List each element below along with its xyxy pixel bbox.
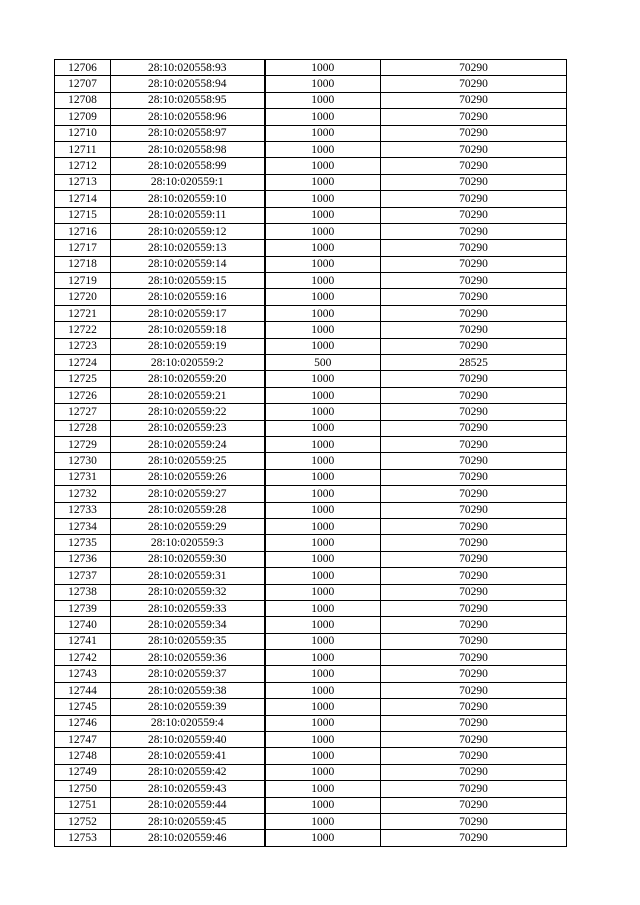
table-row: [55, 584, 567, 600]
value-cell: 70290: [381, 764, 567, 780]
area-cell: 1000: [265, 273, 381, 289]
value-cell: 70290: [381, 535, 567, 551]
row-number-cell: 12718: [55, 256, 111, 272]
value-cell: 70290: [381, 109, 567, 125]
row-number-cell: 12734: [55, 518, 111, 534]
table-row: [55, 813, 567, 829]
area-cell: 1000: [265, 699, 381, 715]
table-row: [55, 666, 567, 682]
value-cell: 70290: [381, 141, 567, 157]
row-number-cell: 12721: [55, 305, 111, 321]
row-number-cell: 12740: [55, 617, 111, 633]
row-number-cell: 12729: [55, 436, 111, 452]
cadastral-number-cell: 28:10:020559:4: [111, 715, 265, 731]
area-cell: 1000: [265, 436, 381, 452]
value-cell: 70290: [381, 289, 567, 305]
value-cell: 28525: [381, 355, 567, 371]
area-cell: 1000: [265, 174, 381, 190]
row-number-cell: 12730: [55, 453, 111, 469]
cadastral-number-cell: 28:10:020559:37: [111, 666, 265, 682]
table-row: [55, 797, 567, 813]
table-row: [55, 715, 567, 731]
value-cell: 70290: [381, 338, 567, 354]
area-cell: 1000: [265, 76, 381, 92]
cadastral-number-cell: 28:10:020559:10: [111, 191, 265, 207]
row-number-cell: 12737: [55, 568, 111, 584]
area-cell: 1000: [265, 568, 381, 584]
area-cell: 1000: [265, 502, 381, 518]
value-cell: 70290: [381, 305, 567, 321]
cadastral-number-cell: 28:10:020559:31: [111, 568, 265, 584]
cadastral-number-cell: 28:10:020559:32: [111, 584, 265, 600]
table-row: [55, 600, 567, 616]
value-cell: 70290: [381, 617, 567, 633]
area-cell: 1000: [265, 92, 381, 108]
value-cell: 70290: [381, 551, 567, 567]
area-cell: 1000: [265, 584, 381, 600]
area-cell: 1000: [265, 600, 381, 616]
row-number-cell: 12736: [55, 551, 111, 567]
table-row: [55, 273, 567, 289]
row-number-cell: 12724: [55, 355, 111, 371]
area-cell: 1000: [265, 322, 381, 338]
value-cell: 70290: [381, 273, 567, 289]
table-row: [55, 387, 567, 403]
value-cell: 70290: [381, 207, 567, 223]
area-cell: 1000: [265, 535, 381, 551]
table-row: [55, 781, 567, 797]
row-number-cell: 12753: [55, 830, 111, 846]
value-cell: 70290: [381, 125, 567, 141]
row-number-cell: 12717: [55, 240, 111, 256]
cadastral-number-cell: 28:10:020558:93: [111, 60, 265, 76]
area-cell: 1000: [265, 420, 381, 436]
row-number-cell: 12731: [55, 469, 111, 485]
row-number-cell: 12750: [55, 781, 111, 797]
row-number-cell: 12715: [55, 207, 111, 223]
cadastral-number-cell: 28:10:020559:44: [111, 797, 265, 813]
table-row: [55, 436, 567, 452]
value-cell: 70290: [381, 699, 567, 715]
table-row: [55, 650, 567, 666]
row-number-cell: 12713: [55, 174, 111, 190]
cadastral-number-cell: 28:10:020559:15: [111, 273, 265, 289]
value-cell: 70290: [381, 682, 567, 698]
cadastral-number-cell: 28:10:020559:40: [111, 732, 265, 748]
cadastral-number-cell: 28:10:020559:24: [111, 436, 265, 452]
value-cell: 70290: [381, 830, 567, 846]
cadastral-number-cell: 28:10:020558:99: [111, 158, 265, 174]
value-cell: 70290: [381, 650, 567, 666]
table-row: [55, 256, 567, 272]
row-number-cell: 12708: [55, 92, 111, 108]
row-number-cell: 12716: [55, 223, 111, 239]
cadastral-number-cell: 28:10:020559:29: [111, 518, 265, 534]
area-cell: 1000: [265, 732, 381, 748]
area-cell: 1000: [265, 256, 381, 272]
cadastral-number-cell: 28:10:020559:13: [111, 240, 265, 256]
table-row: [55, 60, 567, 76]
area-cell: 1000: [265, 715, 381, 731]
table-row: [55, 92, 567, 108]
row-number-cell: 12722: [55, 322, 111, 338]
row-number-cell: 12733: [55, 502, 111, 518]
row-number-cell: 12738: [55, 584, 111, 600]
table-row: [55, 174, 567, 190]
table-row: [55, 502, 567, 518]
cadastral-number-cell: 28:10:020559:34: [111, 617, 265, 633]
value-cell: 70290: [381, 502, 567, 518]
area-cell: 1000: [265, 486, 381, 502]
row-number-cell: 12739: [55, 600, 111, 616]
row-number-cell: 12742: [55, 650, 111, 666]
row-number-cell: 12714: [55, 191, 111, 207]
cadastral-number-cell: 28:10:020559:42: [111, 764, 265, 780]
table-row: [55, 535, 567, 551]
area-cell: 1000: [265, 682, 381, 698]
cadastral-number-cell: 28:10:020558:95: [111, 92, 265, 108]
area-cell: 1000: [265, 125, 381, 141]
row-number-cell: 12719: [55, 273, 111, 289]
row-number-cell: 12748: [55, 748, 111, 764]
row-number-cell: 12751: [55, 797, 111, 813]
cadastral-number-cell: 28:10:020559:21: [111, 387, 265, 403]
area-cell: 1000: [265, 109, 381, 125]
table-body: [55, 60, 567, 847]
value-cell: 70290: [381, 486, 567, 502]
value-cell: 70290: [381, 322, 567, 338]
area-cell: 1000: [265, 453, 381, 469]
value-cell: 70290: [381, 813, 567, 829]
cadastral-number-cell: 28:10:020558:94: [111, 76, 265, 92]
row-number-cell: 12746: [55, 715, 111, 731]
area-cell: 1000: [265, 633, 381, 649]
table-row: [55, 240, 567, 256]
row-number-cell: 12727: [55, 404, 111, 420]
cadastral-number-cell: 28:10:020559:46: [111, 830, 265, 846]
table-row: [55, 568, 567, 584]
table-row: [55, 338, 567, 354]
area-cell: 1000: [265, 813, 381, 829]
row-number-cell: 12741: [55, 633, 111, 649]
area-cell: 1000: [265, 141, 381, 157]
table-row: [55, 748, 567, 764]
value-cell: 70290: [381, 732, 567, 748]
cadastral-number-cell: 28:10:020559:19: [111, 338, 265, 354]
area-cell: 1000: [265, 240, 381, 256]
table-row: [55, 404, 567, 420]
value-cell: 70290: [381, 469, 567, 485]
cadastral-number-cell: 28:10:020559:25: [111, 453, 265, 469]
cadastral-number-cell: 28:10:020559:39: [111, 699, 265, 715]
cadastral-number-cell: 28:10:020559:14: [111, 256, 265, 272]
table-row: [55, 518, 567, 534]
cadastral-number-cell: 28:10:020558:98: [111, 141, 265, 157]
cadastral-number-cell: 28:10:020559:11: [111, 207, 265, 223]
area-cell: 1000: [265, 191, 381, 207]
area-cell: 1000: [265, 60, 381, 76]
area-cell: 1000: [265, 404, 381, 420]
row-number-cell: 12749: [55, 764, 111, 780]
table-row: [55, 125, 567, 141]
row-number-cell: 12709: [55, 109, 111, 125]
row-number-cell: 12726: [55, 387, 111, 403]
cadastral-number-cell: 28:10:020559:12: [111, 223, 265, 239]
area-cell: 1000: [265, 830, 381, 846]
area-cell: 1000: [265, 371, 381, 387]
row-number-cell: 12725: [55, 371, 111, 387]
table-row: [55, 420, 567, 436]
value-cell: 70290: [381, 76, 567, 92]
value-cell: 70290: [381, 453, 567, 469]
table-row: [55, 764, 567, 780]
area-cell: 1000: [265, 764, 381, 780]
value-cell: 70290: [381, 568, 567, 584]
cadastral-number-cell: 28:10:020559:17: [111, 305, 265, 321]
table-row: [55, 371, 567, 387]
row-number-cell: 12744: [55, 682, 111, 698]
row-number-cell: 12723: [55, 338, 111, 354]
row-number-cell: 12728: [55, 420, 111, 436]
row-number-cell: 12745: [55, 699, 111, 715]
area-cell: 1000: [265, 223, 381, 239]
cadastral-number-cell: 28:10:020559:20: [111, 371, 265, 387]
cadastral-number-cell: 28:10:020559:33: [111, 600, 265, 616]
value-cell: 70290: [381, 420, 567, 436]
table-row: [55, 305, 567, 321]
table-row: [55, 76, 567, 92]
table-row: [55, 682, 567, 698]
cadastral-number-cell: 28:10:020559:45: [111, 813, 265, 829]
row-number-cell: 12743: [55, 666, 111, 682]
area-cell: 1000: [265, 387, 381, 403]
table-row: [55, 223, 567, 239]
table-row: [55, 109, 567, 125]
value-cell: 70290: [381, 748, 567, 764]
area-cell: 1000: [265, 748, 381, 764]
value-cell: 70290: [381, 256, 567, 272]
row-number-cell: 12732: [55, 486, 111, 502]
cadastral-number-cell: 28:10:020559:28: [111, 502, 265, 518]
area-cell: 1000: [265, 338, 381, 354]
value-cell: 70290: [381, 223, 567, 239]
value-cell: 70290: [381, 584, 567, 600]
area-cell: 1000: [265, 305, 381, 321]
cadastral-number-cell: 28:10:020559:38: [111, 682, 265, 698]
row-number-cell: 12710: [55, 125, 111, 141]
value-cell: 70290: [381, 633, 567, 649]
value-cell: 70290: [381, 436, 567, 452]
value-cell: 70290: [381, 240, 567, 256]
value-cell: 70290: [381, 797, 567, 813]
cadastral-number-cell: 28:10:020559:26: [111, 469, 265, 485]
value-cell: 70290: [381, 60, 567, 76]
area-cell: 1000: [265, 617, 381, 633]
table-row: [55, 633, 567, 649]
cadastral-number-cell: 28:10:020559:36: [111, 650, 265, 666]
table-row: [55, 551, 567, 567]
cadastral-number-cell: 28:10:020559:35: [111, 633, 265, 649]
table-row: [55, 830, 567, 846]
value-cell: 70290: [381, 371, 567, 387]
cadastral-number-cell: 28:10:020559:23: [111, 420, 265, 436]
area-cell: 1000: [265, 289, 381, 305]
row-number-cell: 12712: [55, 158, 111, 174]
area-cell: 1000: [265, 666, 381, 682]
area-cell: 1000: [265, 650, 381, 666]
row-number-cell: 12711: [55, 141, 111, 157]
cadastral-number-cell: 28:10:020559:1: [111, 174, 265, 190]
table-row: [55, 355, 567, 371]
row-number-cell: 12720: [55, 289, 111, 305]
value-cell: 70290: [381, 715, 567, 731]
area-cell: 1000: [265, 469, 381, 485]
value-cell: 70290: [381, 92, 567, 108]
cadastral-number-cell: 28:10:020559:27: [111, 486, 265, 502]
cadastral-number-cell: 28:10:020559:30: [111, 551, 265, 567]
table-row: [55, 207, 567, 223]
area-cell: 500: [265, 355, 381, 371]
row-number-cell: 12747: [55, 732, 111, 748]
cadastral-number-cell: 28:10:020559:22: [111, 404, 265, 420]
cadastral-number-cell: 28:10:020559:3: [111, 535, 265, 551]
table-row: [55, 322, 567, 338]
row-number-cell: 12707: [55, 76, 111, 92]
table-row: [55, 732, 567, 748]
cadastral-number-cell: 28:10:020559:16: [111, 289, 265, 305]
cadastral-number-cell: 28:10:020559:2: [111, 355, 265, 371]
value-cell: 70290: [381, 158, 567, 174]
row-number-cell: 12706: [55, 60, 111, 76]
cadastral-number-cell: 28:10:020559:18: [111, 322, 265, 338]
table-row: [55, 617, 567, 633]
value-cell: 70290: [381, 174, 567, 190]
value-cell: 70290: [381, 518, 567, 534]
area-cell: 1000: [265, 207, 381, 223]
area-cell: 1000: [265, 797, 381, 813]
row-number-cell: 12735: [55, 535, 111, 551]
table-row: [55, 141, 567, 157]
area-cell: 1000: [265, 551, 381, 567]
table-row: [55, 486, 567, 502]
table-row: [55, 191, 567, 207]
table-row: [55, 469, 567, 485]
cadastral-number-cell: 28:10:020558:97: [111, 125, 265, 141]
area-cell: 1000: [265, 781, 381, 797]
value-cell: 70290: [381, 600, 567, 616]
table-row: [55, 699, 567, 715]
cadastral-number-cell: 28:10:020559:43: [111, 781, 265, 797]
row-number-cell: 12752: [55, 813, 111, 829]
table-row: [55, 158, 567, 174]
area-cell: 1000: [265, 158, 381, 174]
value-cell: 70290: [381, 387, 567, 403]
cadastral-number-cell: 28:10:020559:41: [111, 748, 265, 764]
value-cell: 70290: [381, 404, 567, 420]
cadastral-number-cell: 28:10:020558:96: [111, 109, 265, 125]
area-cell: 1000: [265, 518, 381, 534]
value-cell: 70290: [381, 781, 567, 797]
land-plot-table: [54, 59, 567, 847]
table-row: [55, 453, 567, 469]
value-cell: 70290: [381, 191, 567, 207]
table-row: [55, 289, 567, 305]
value-cell: 70290: [381, 666, 567, 682]
